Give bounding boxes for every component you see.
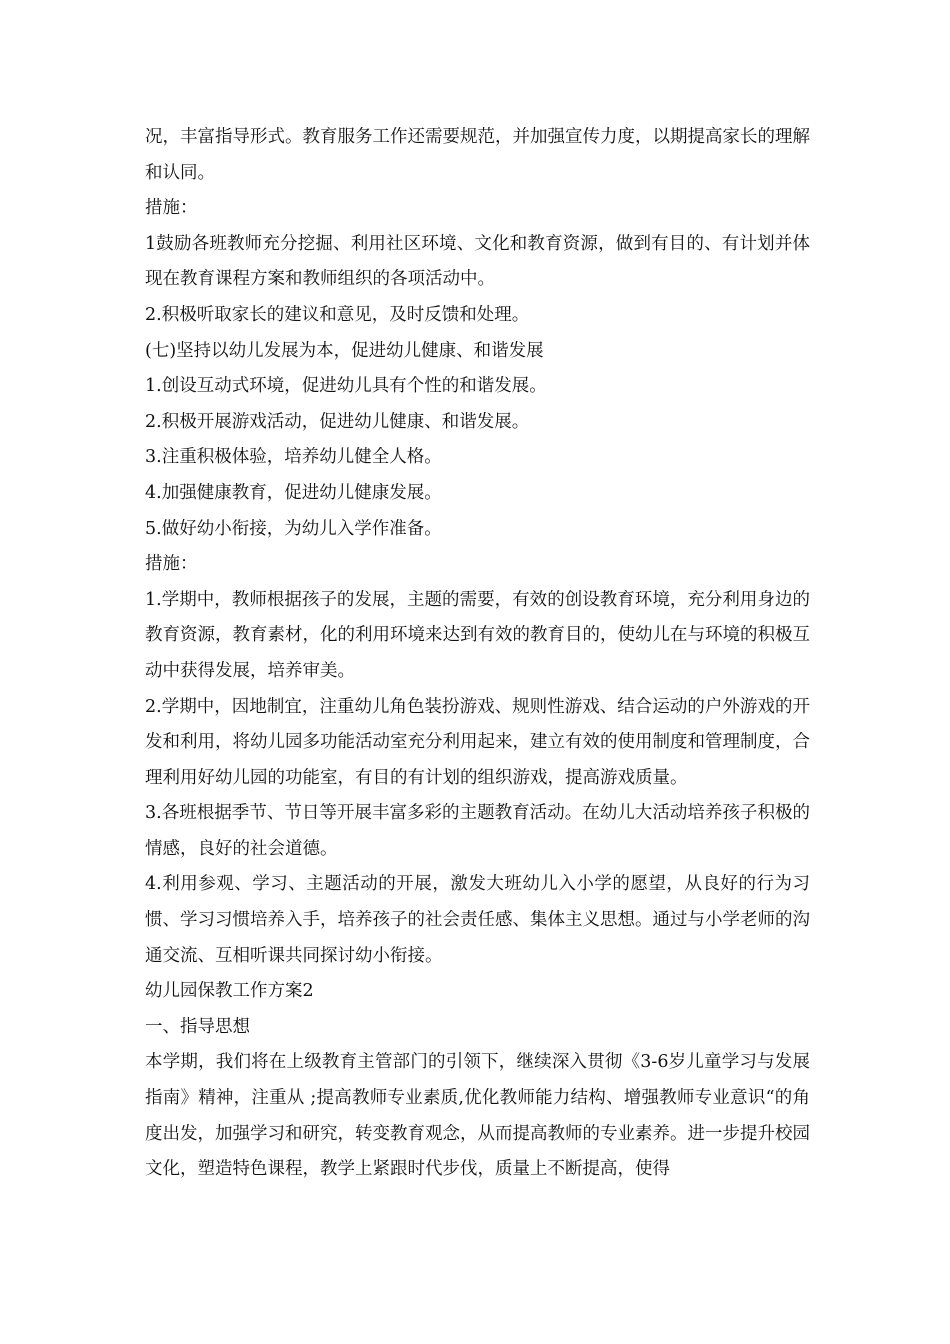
paragraph-semester-intro: 本学期，我们将在上级教育主管部门的引领下，继续深入贯彻《3-6岁儿童学习与发展指南》精神，注重从 ;提高教师专业素质,优化教师能力结构、增强教师专业意识“的角度出发，加强学习和研究，转变教育观念，从而提高教师的专业素养。进一步提升校园文化，塑造特色课程，教学上紧跟时代步伐，质量上不断提高，使得 [145, 1052, 810, 1180]
list-item-5: 5.做好幼小衔接，为幼儿入学作准备。 [145, 518, 442, 539]
measure-paragraph-1: 1.学期中，教师根据孩子的发展，主题的需要，有效的创设教育环境，充分利用身边的教育资源，教育素材，化的利用环境来达到有效的教育目的，使幼儿在与环境的积极互动中获得发展，培养审美。 [145, 589, 810, 681]
paragraph-measures-heading: 措施： [145, 198, 198, 219]
paragraph-measures-heading-2: 措施： [145, 554, 198, 575]
list-item-3: 3.注重积极体验，培养幼儿健全人格。 [145, 447, 442, 468]
section-heading-7: (七)坚持以幼儿发展为本，促进幼儿健康、和谐发展 [145, 340, 544, 361]
paragraph-measure-1: 1鼓励各班教师充分挖掘、利用社区环境、文化和教育资源，做到有目的、有计划并体现在教育课程方案和教师组织的各项活动中。 [145, 233, 810, 290]
list-item-2: 2.积极开展游戏活动，促进幼儿健康、和谐发展。 [145, 411, 530, 432]
document-body [145, 120, 810, 1188]
paragraph-measure-2: 2.积极听取家长的建议和意见，及时反馈和处理。 [145, 304, 530, 325]
paragraph-continuation: 况，丰富指导形式。教育服务工作还需要规范，并加强宣传力度，以期提高家长的理解和认同。 [145, 127, 810, 183]
measure-paragraph-2: 2.学期中，因地制宜，注重幼儿角色装扮游戏、规则性游戏、结合运动的户外游戏的开发和利用，将幼儿园多功能活动室充分利用起来，建立有效的使用制度和管理制度，合理利用好幼儿园的功能室，有目的有计划的组织游戏，提高游戏质量。 [145, 696, 810, 788]
plan-title: 幼儿园保教工作方案2 [145, 981, 314, 1002]
measure-paragraph-3: 3.各班根据季节、节日等开展丰富多彩的主题教育活动。在幼儿大活动培养孩子积极的情感，良好的社会道德。 [145, 803, 810, 859]
list-item-4: 4.加强健康教育，促进幼儿健康发展。 [145, 482, 442, 503]
list-item-1: 1.创设互动式环境，促进幼儿具有个性的和谐发展。 [145, 376, 547, 397]
section-heading-guiding-ideology: 一、指导思想 [145, 1016, 250, 1037]
measure-paragraph-4: 4.利用参观、学习、主题活动的开展，激发大班幼儿入小学的愿望，从良好的行为习惯、学习习惯培养入手，培养孩子的社会责任感、集体主义思想。通过与小学老师的沟通交流、互相听课共同探讨幼小衔接。 [145, 874, 810, 966]
